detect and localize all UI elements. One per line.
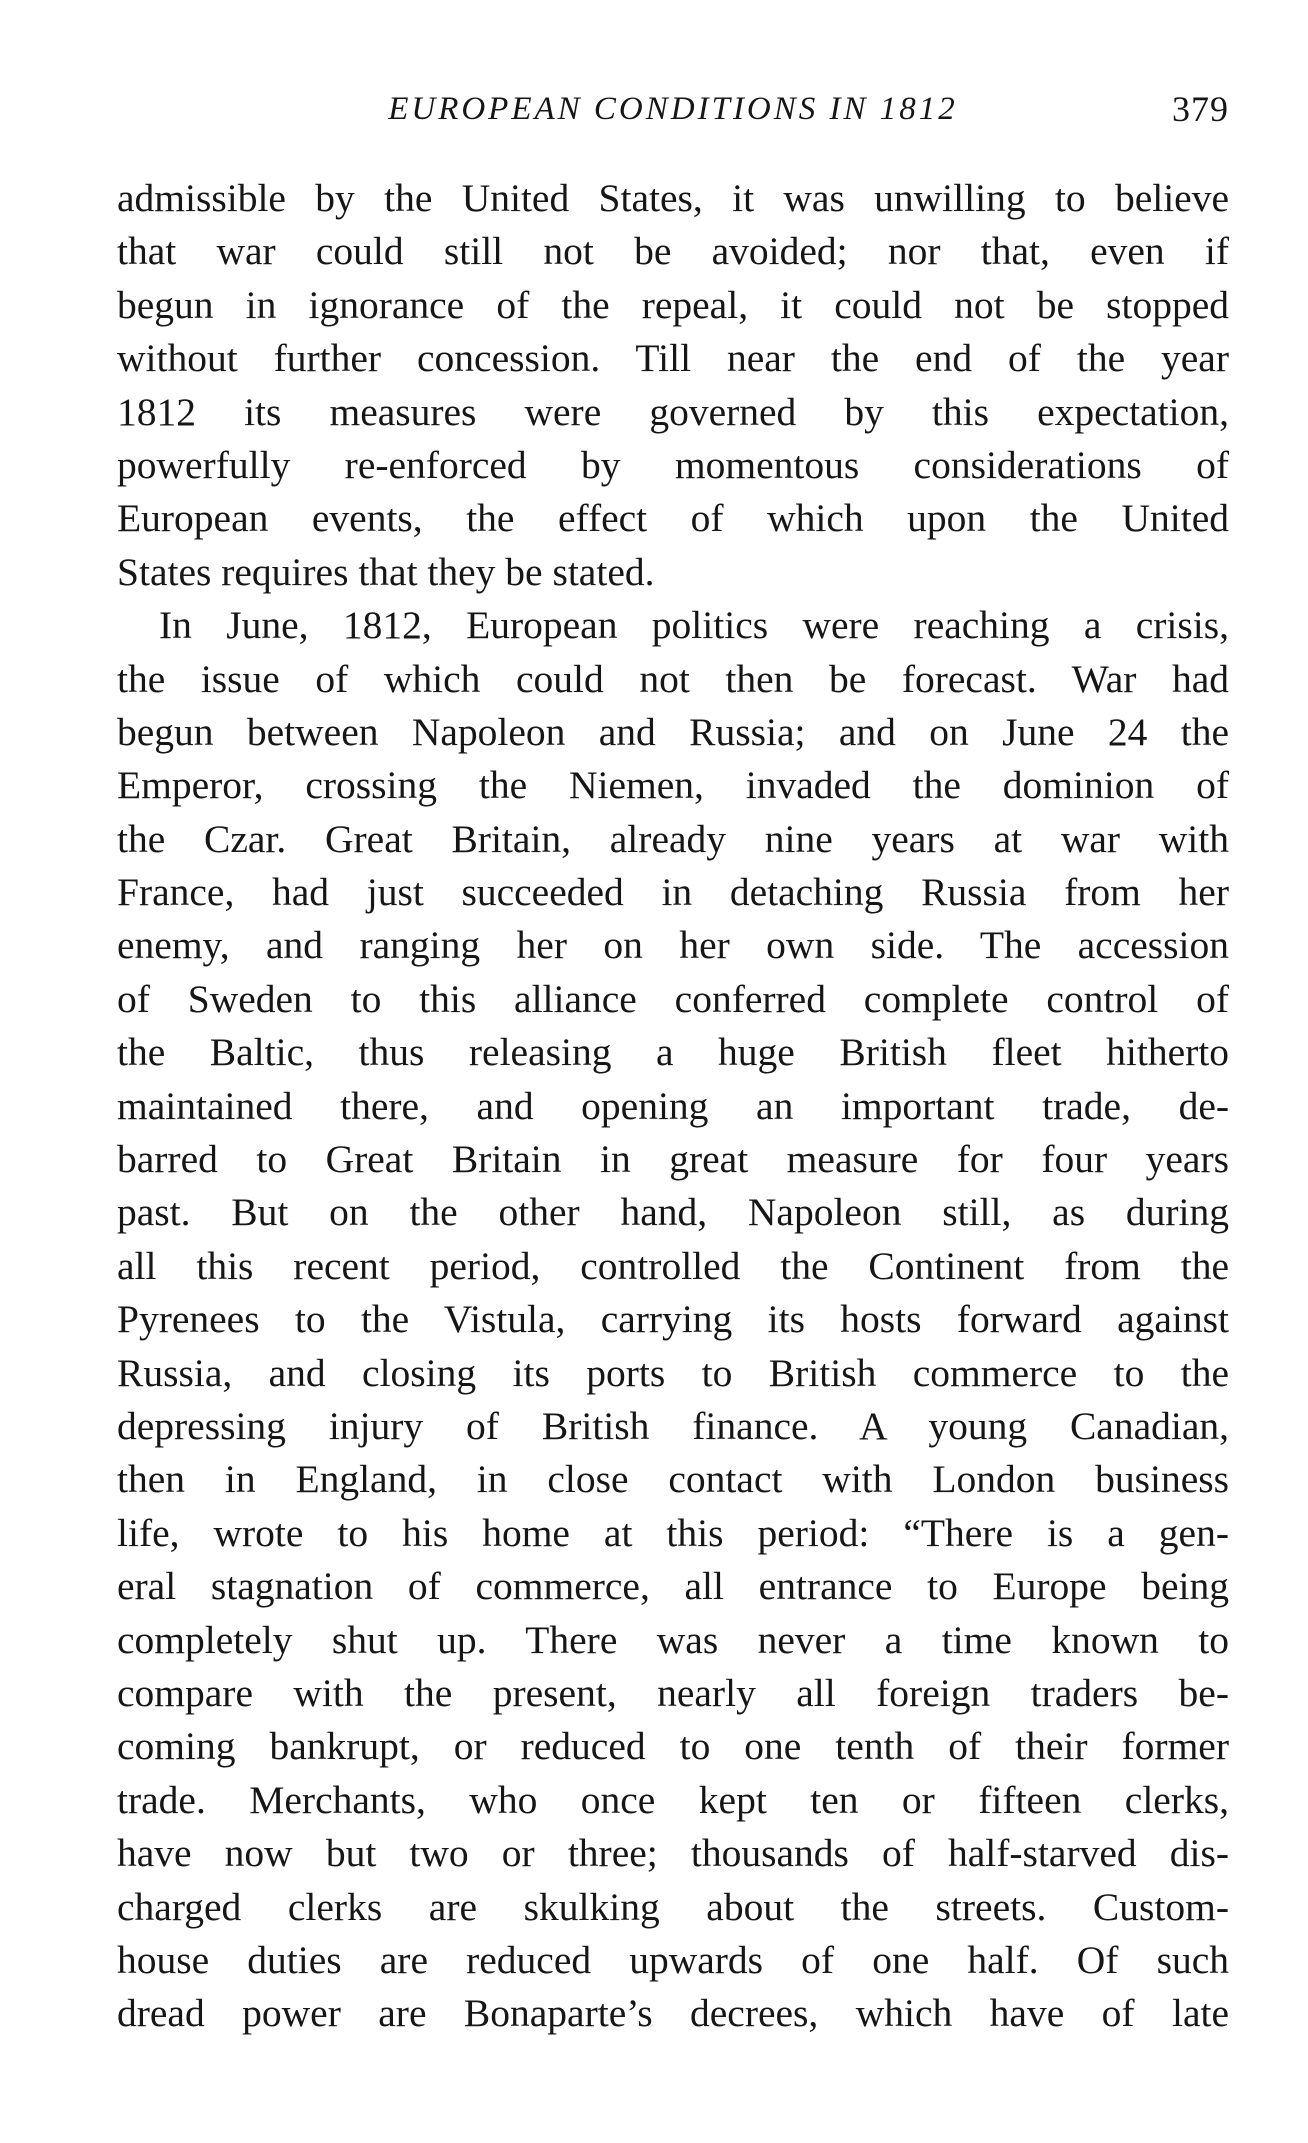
text-line: powerfully re-enforced by momentous considerations of xyxy=(117,442,1229,487)
text-line: begun between Napoleon and Russia; and on June 24 the xyxy=(117,709,1229,754)
text-line: Russia, and closing its ports to British commerce to the xyxy=(117,1350,1229,1395)
text-line: life, wrote to his home at this period: “There is a gen- xyxy=(117,1510,1229,1555)
running-head xyxy=(117,84,1229,134)
text-line: house duties are reduced upwards of one half. Of such xyxy=(117,1937,1229,1982)
text-line: then in England, in close contact with London business xyxy=(117,1457,1229,1502)
paragraph xyxy=(117,599,1229,2041)
text-line: the Czar. Great Britain, already nine years at war with xyxy=(117,816,1229,861)
text-line: charged clerks are skulking about the streets. Custom- xyxy=(117,1884,1229,1929)
text-line: trade. Merchants, who once kept ten or fifteen clerks, xyxy=(117,1777,1229,1822)
text-line: admissible by the United States, it was unwilling to believe xyxy=(117,176,1229,220)
text-line: have now but two or three; thousands of half-starved dis- xyxy=(117,1831,1229,1876)
running-title: EUROPEAN CONDITIONS IN 1812 xyxy=(388,91,958,127)
text-line: enemy, and ranging her on her own side. The accession xyxy=(117,923,1229,968)
text-line: the issue of which could not then be forecast. War had xyxy=(117,656,1229,701)
text-line: dread power are Bonaparte’s decrees, which have of late xyxy=(117,1991,1229,2036)
text-line: In June, 1812, European politics were reaching a crisis, xyxy=(159,603,1229,648)
text-line: the Baltic, thus releasing a huge British fleet hitherto xyxy=(117,1030,1229,1075)
text-line: completely shut up. There was never a time known to xyxy=(117,1617,1229,1662)
text-line: Pyrenees to the Vistula, carrying its hosts forward against xyxy=(117,1297,1229,1342)
page-number: 379 xyxy=(1172,89,1229,129)
text-line: compare with the present, nearly all foreign traders be- xyxy=(117,1670,1229,1715)
text-line: European events, the effect of which upon the United xyxy=(117,496,1229,541)
text-line: maintained there, and opening an important trade, de- xyxy=(117,1083,1229,1128)
text-line: that war could still not be avoided; nor that, even if xyxy=(117,229,1229,274)
text-line: barred to Great Britain in great measure for four years xyxy=(117,1137,1229,1182)
text-line: States requires that they be stated. xyxy=(117,549,655,594)
text-line: past. But on the other hand, Napoleon still, as during xyxy=(117,1190,1229,1235)
body-text xyxy=(117,172,1229,2041)
text-line: eral stagnation of commerce, all entrance to Europe being xyxy=(117,1564,1229,1609)
text-line: of Sweden to this alliance conferred complete control of xyxy=(117,976,1229,1021)
text-line: depressing injury of British finance. A young Canadian, xyxy=(117,1403,1229,1448)
text-line: France, had just succeeded in detaching Russia from her xyxy=(117,870,1229,915)
text-line: Emperor, crossing the Niemen, invaded the dominion of xyxy=(117,763,1229,808)
text-line: coming bankrupt, or reduced to one tenth of their former xyxy=(117,1724,1229,1769)
text-line: 1812 its measures were governed by this expectation, xyxy=(117,389,1229,434)
text-line: all this recent period, controlled the Continent from the xyxy=(117,1243,1229,1288)
text-line: begun in ignorance of the repeal, it could not be stopped xyxy=(117,282,1229,327)
text-line: without further concession. Till near the end of the year xyxy=(117,336,1229,381)
paragraph xyxy=(117,172,1229,599)
